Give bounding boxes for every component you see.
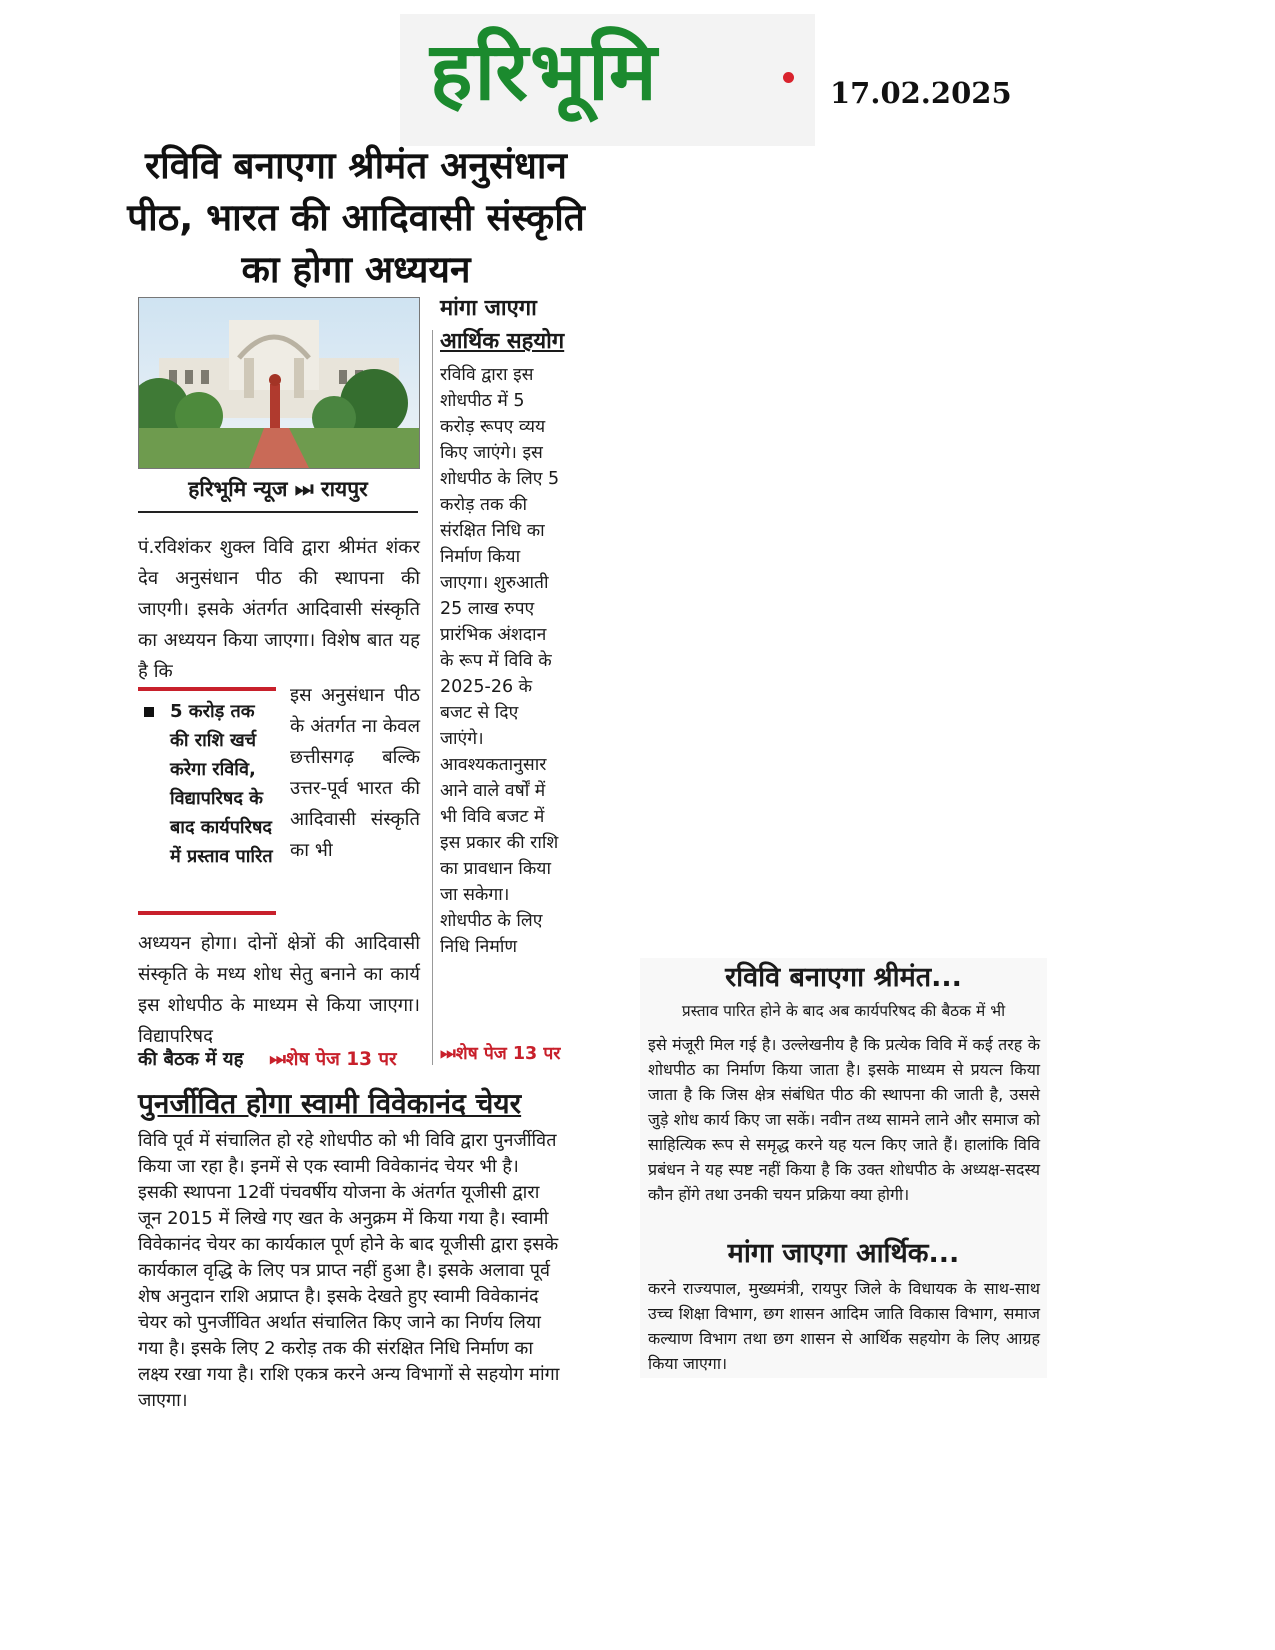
- continuation-body-1: इसे मंजूरी मिल गई है। उल्लेखनीय है कि प्रत्येक विवि में कई तरह के शोधपीठ का निर्माण किया जाता है। इसके माध्यम से प्रयत्न किया जाता है कि जिस क्षेत्र संबंधित पीठ की स्थापना की जाती है, उससे जुड़े शोध कार्य किए जा सकें। नवीन तथ्य सामने लाने और समाज को साहित्यिक रूप से समृद्ध करने यह यत्न किए जाते हैं। हालांकि विवि प्रबंधन ने यह स्पष्ट नहीं किया है कि उक्त शोधपीठ के अध्यक्ष-सदस्य कौन होंगे तथा उनकी चयन प्रक्रिया क्या होगी।: [648, 1035, 1040, 1204]
- article-jump-line: [138, 1044, 420, 1075]
- article-headline: रविवि बनाएगा श्रीमंत अनुसंधान पीठ, भारत की आदिवासी संस्कृति का होगा अध्ययन: [127, 144, 585, 291]
- sidebar-title-line1: मांगा जाएगा: [440, 296, 537, 321]
- section-heading: पुनर्जीवित होगा स्वामी विवेकानंद चेयर: [138, 1087, 522, 1120]
- pull-quote-top-rule: [138, 687, 276, 691]
- continued-on-page-link: ⏭शेष पेज 13 पर: [269, 1049, 397, 1070]
- section-body: विवि पूर्व में संचालित हो रहे शोधपीठ को भी विवि द्वारा पुनर्जीवित किया जा रहा है। इनमें से एक स्वामी विवेकानंद चेयर भी है। इसकी स्थापना 12वीं पंचवर्षीय योजना के अंतर्गत यूजीसी द्वारा जून 2015 में लिखे गए खत के अनुक्रम में किया गया है। स्वामी विवेकानंद चेयर का कार्यकाल पूर्ण होने के बाद यूजीसी द्वारा इसके कार्यकाल वृद्धि के लिए पत्र प्राप्त नहीं हुआ है। इसके अलावा पूर्व शेष अनुदान राशि अप्राप्त है। इसके देखते हुए स्वामी विवेकानंद चेयर को पुनर्जीवित अर्थात संचालित किए जाने का निर्णय लिया गया है। इसके लिए 2 करोड़ तक की संरक्षित निधि निर्माण का लक्ष्य रखा गया है। राशि एकत्र करने अन्य विभागों से सहयोग मांगा जाएगा।: [138, 1130, 560, 1411]
- continuation-title-1: रविवि बनाएगा श्रीमंत...: [725, 962, 962, 993]
- pull-quote-bottom-rule: [138, 911, 276, 915]
- pull-quote-text: 5 करोड़ तक की राशि खर्च करेगा रविवि, विद्यापरिषद के बाद कार्यपरिषद में प्रस्ताव पारित: [170, 701, 273, 867]
- newspaper-logo: हरिभूमि: [430, 25, 659, 118]
- university-building-photo: [138, 297, 420, 469]
- logo-dot-icon: [783, 72, 794, 83]
- bullet-square-icon: [144, 707, 154, 717]
- continuation-title-2: मांगा जाएगा आर्थिक...: [727, 1238, 960, 1269]
- column-divider: [432, 330, 433, 1065]
- byline: हरिभूमि न्यूज ⏭ रायपुर: [188, 477, 368, 501]
- article-continued-paragraph: अध्ययन होगा। दोनों क्षेत्रों की आदिवासी संस्कृति के मध्य शोध सेतु बनाने का कार्य इस शोधपीठ के माध्यम से किया जाएगा। विद्यापरिषद: [138, 933, 420, 1047]
- sidebar-continued-link: ⏭शेष पेज 13 पर: [440, 1044, 561, 1064]
- building-photo-illustration: [139, 298, 419, 468]
- article-last-words: की बैठक में यह: [138, 1049, 244, 1070]
- continuation-subtitle-1: प्रस्ताव पारित होने के बाद अब कार्यपरिषद की बैठक में भी: [681, 1002, 1006, 1020]
- byline-divider: [138, 511, 418, 513]
- sidebar-body: रविवि द्वारा इस शोधपीठ में 5 करोड़ रूपए व्यय किए जाएंगे। इस शोधपीठ के लिए 5 करोड़ तक की संरक्षित निधि का निर्माण किया जाएगा। शुरुआती 25 लाख रुपए प्रारंभिक अंशदान के रूप में विवि के 2025-26 के बजट से दिए जाएंगे। आवश्यकतानुसार आने वाले वर्षों में भी विवि बजट में इस प्रकार की राशि का प्रावधान किया जा सकेगा। शोधपीठ के लिए निधि निर्माण: [440, 365, 560, 957]
- continuation-body-2: करने राज्यपाल, मुख्यमंत्री, रायपुर जिले के विधायक के साथ-साथ उच्च शिक्षा विभाग, छग शासन आदिम जाति विकास विभाग, समाज कल्याण विभाग तथा छग शासन से आर्थिक सहयोग के लिए आग्रह किया जाएगा।: [648, 1279, 1040, 1373]
- publication-date: 17.02.2025: [830, 76, 1012, 110]
- article-lead-paragraph: पं.रविशंकर शुक्ल विवि द्वारा श्रीमंत शंकर देव अनुसंधान पीठ की स्थापना की जाएगी। इसके अंतर्गत आदिवासी संस्कृति का अध्ययन किया जाएगा। विशेष बात यह है कि: [138, 537, 420, 682]
- article-wrap-text: इस अनुसंधान पीठ के अंतर्गत ना केवल छत्तीसगढ़ बल्कि उत्तर-पूर्व भारत की आदिवासी संस्कृति का भी: [290, 685, 420, 861]
- sidebar-title-line2: आर्थिक सहयोग: [440, 329, 565, 354]
